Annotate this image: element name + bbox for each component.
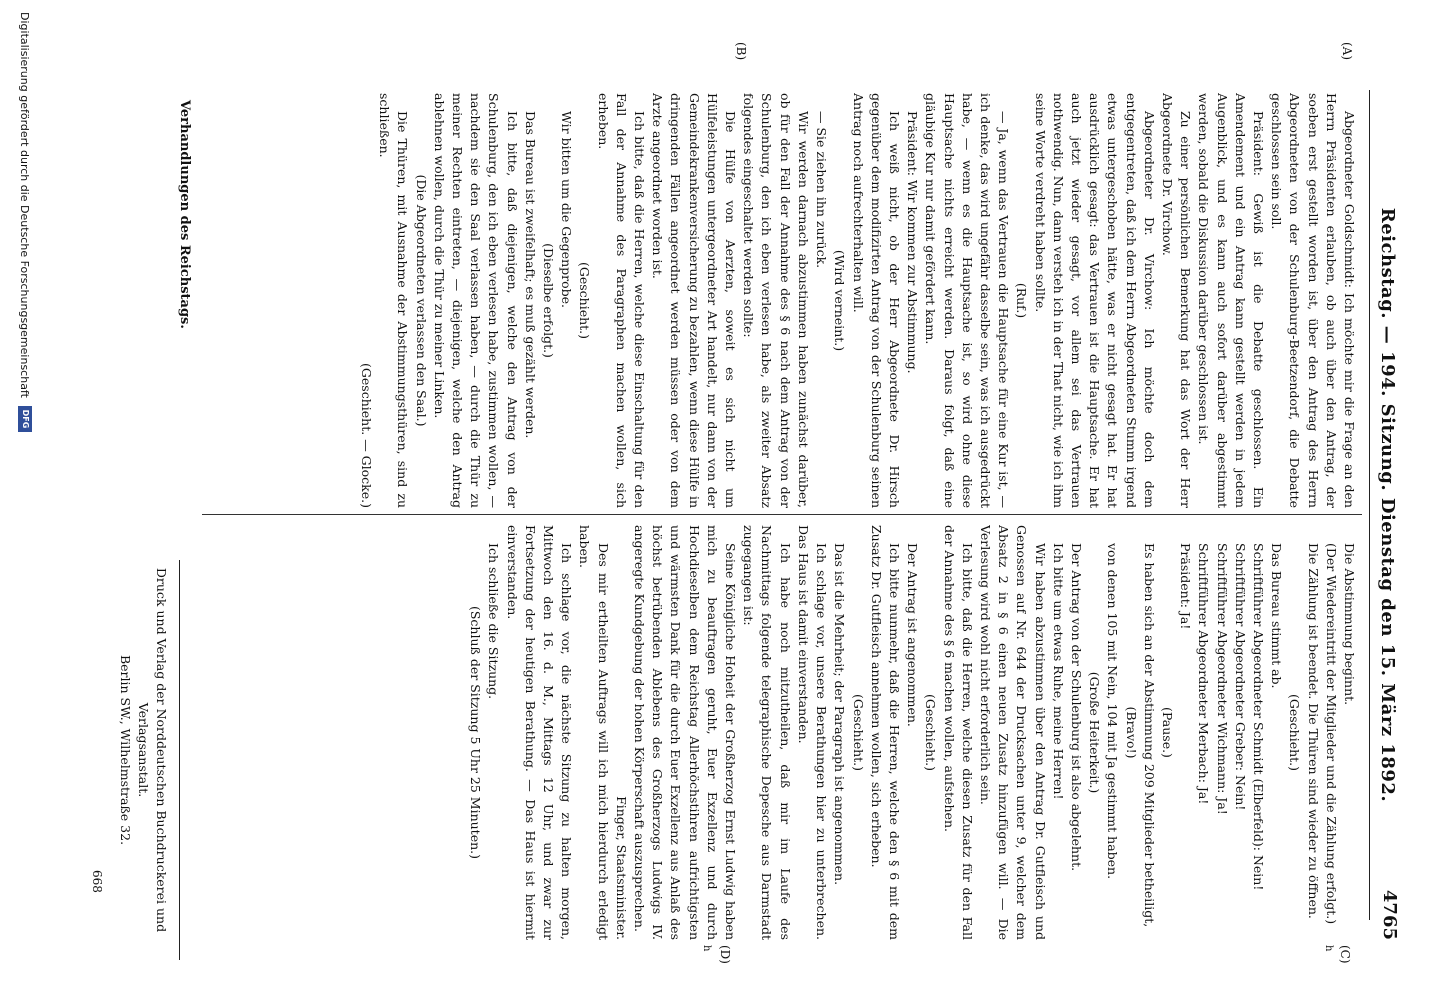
paragraph: Abgeordneter Dr. Virchow: Ich möchte doch dem entgegentreten, daß ich dem Herrn Abgeordneten Stumm irgend etwas untergeschoben hätte, was er nicht gesagt hat. Er hat ausdrücklich gesagt: das Vertrauen ist die Hauptsache. Er hat auch jetzt wieder gesagt, vor allem sei das Vertrauen nothwendig. Nun, dann versteh ich in der That nicht, wie ich ihm seine Worte verdreht haben sollte. (1032, 93, 1157, 508)
paragraph: Schriftführer Abgeordneter Greber: Nein! (1232, 543, 1248, 811)
paragraph: Ich schlage vor, die nächste Sitzung zu halten morgen, Mittwoch den 16. d. M., Mittags 12 Uhr, und zwar zur Fortsetzung der heutigen Berathung. — Das Haus ist hiermit einverstanden. (504, 525, 575, 940)
page-header (1370, 80, 1410, 940)
paragraph: — Sie ziehen ihn zurück. (814, 111, 830, 269)
footer-label: Verhandlungen des Reichstags. (177, 100, 192, 329)
paragraph: Präsident: Gewiß ist die Debatte geschlossen. Ein Amendement und ein Antrag kann gestellt werden in jedem Augenblick, und es kann auch sofort darüber abgestimmt werden, sobald die Diskussion darüber geschlossen ist. (1196, 93, 1266, 508)
paragraph: Das Bureau ist zweifelhaft; es muß gezählt werden. (522, 111, 538, 439)
paragraph: Ich bitte nunmehr, daß die Herren, welche den § 6 mit dem Zusatz Dr. Gutfleisch annehmen wollen, sich erheben. (868, 525, 902, 940)
paragraph: Die Zählung ist beendet. Die Thüren sind wieder zu öffnen. (1305, 543, 1321, 919)
paragraph: Schriftführer Abgeordneter Merbach: Ja! (1196, 543, 1212, 805)
paragraph: Wir bitten um die Gegenprobe. (559, 111, 575, 308)
paragraph: (Geschieht.) (577, 261, 593, 340)
paragraph: (Pause.) (1159, 707, 1175, 758)
margin-marker-a: (A) (1340, 42, 1354, 61)
paragraph: (Schluß der Sitzung 5 Uhr 25 Minuten.) (468, 605, 484, 859)
margin-marker-minor-1: h (1323, 945, 1334, 952)
printer-imprint (116, 540, 170, 960)
digitization-text: Digitalisierung gefördert durch die Deutsche Forschungsgemeinschaft (18, 12, 32, 398)
paragraph: (Geschieht.) (1287, 693, 1303, 772)
paragraph: (Die Abgeordneten verlassen den Saal.) (413, 174, 429, 427)
right-column (208, 525, 1358, 940)
header-title: Reichstag. — 194. Sitzung. Dienstag den 15. März 1892. (1377, 207, 1398, 803)
paragraph: Ich schlage vor, unsere Berathungen hier zu unterbrechen. Das Haus ist damit einverstanden. (795, 525, 830, 940)
paragraph: (Dieselbe erfolgt.) (541, 243, 557, 358)
paragraph: Das Bureau stimmt ab. (1269, 543, 1285, 689)
paragraph: Seine Königliche Hoheit der Großherzog Ernst Ludwig haben mich zu beauftragen geruht, Euer Exzellenz und durch Hochdieselben dem Reichstag Allerhöchstihren aufrichtigsten und wärmsten Dank für die durch Euer Exzellenz aus Anlaß des höchst betrübenden Ablebens des Großherzogs Ludwigs IV. angeregte Kundgebung der hohen Körperschaft auszusprechen. (632, 525, 739, 940)
paragraph: Ich bitte um etwas Ruhe, meine Herren! (1050, 543, 1066, 800)
footer-rule (179, 560, 180, 960)
paragraph: Ich habe noch mitzutheilen, daß mir im Laufe des Nachmittags folgende telegraphische Depesche aus Darmstadt zugegangen ist: (741, 525, 793, 940)
paragraph: — Ja, wenn das Vertrauen die Hauptsache für eine Kur ist, — ich denke, das wird ungefähr dasselbe sein, was ich ausgedrückt habe, — wenn es die Hauptsache ist, so wird ohne diese Hauptsache nichts erreicht werden. Daraus folgt, daß eine gläubige Kur nur damit gefördert kann. (923, 93, 1012, 508)
footer-page-number: 668 (90, 870, 104, 893)
paragraph: Schriftführer Abgeordneter Schmidt (Elberfeld): Nein! (1250, 543, 1266, 891)
paragraph: (Bravo!) (1123, 706, 1139, 759)
paragraph: (Wird verneint.) (832, 249, 848, 352)
paragraph: Schriftführer Abgeordneter Wichmann: Ja! (1214, 543, 1230, 815)
paragraph: Der Antrag von der Schulenburg ist also abgelehnt. (1068, 543, 1084, 872)
paragraph: Wir haben abzustimmen über den Antrag Dr. Gutfleisch und Genossen auf Nr. 644 der Drucksachen unter 9, welcher dem Absatz 2 in § 6 einen neuen Zusatz hinzufügen will. — Die Verlesung wird wohl nicht erforderlich sein. (977, 525, 1048, 940)
paragraph: Der Antrag ist angenommen. (905, 543, 921, 727)
paragraph: Ich schließe die Sitzung. (486, 543, 502, 700)
header-page-number: 4765 (1379, 889, 1400, 940)
paragraph: Die Abstimmung beginnt. (1342, 543, 1357, 706)
paragraph: (Geschieht.) (850, 693, 866, 772)
paragraph: (Der Wiedereintritt der Mitglieder und die Zählung erfolgt.) (1323, 543, 1339, 925)
paragraph: Wir werden darnach abzustimmen haben zunächst darüber, ob für den Fall der Annahme des § 6 nach dem Antrag von der Schulenburg, den ich eben verlesen habe, als zweiter Absatz folgendes eingeschaltet werden sollte: (741, 93, 811, 508)
margin-marker-c: (C) (1338, 945, 1352, 964)
paragraph: von denen 105 mit Nein, 104 mit Ja gestimmt haben. (1105, 543, 1121, 880)
paragraph: Zu einer persönlichen Bemerkung hat das Wort der Herr Abgeordnete Dr. Virchow. (1159, 93, 1194, 508)
dfg-logo-icon: DFG (18, 406, 32, 432)
margin-marker-b: (B) (734, 42, 748, 61)
column-divider (202, 514, 1362, 515)
paragraph: Präsident: Ja! (1178, 543, 1194, 630)
paragraph: (Große Heiterkeit.) (1087, 671, 1103, 794)
paragraph: Das ist die Mehrheit; der Paragraph ist angenommen. (832, 543, 848, 886)
paragraph: Ich weiß nicht, ob der Herr Abgeordnete Dr. Hirsch gegenüber dem modifizirten Antrag von der Schulenburg seinen Antrag noch aufrechterhalten will. (850, 93, 902, 508)
paragraph: Des mir ertheilten Auftrags will ich mich hierdurch erledigt haben. (577, 525, 611, 940)
paragraph: Ich bitte, daß die Herren, welche diesen Zusatz für den Fall der Annahme des § 6 machen wollen, aufstehen. (941, 525, 975, 940)
paragraph: Präsident: Wir kommen zur Abstimmung. (905, 111, 921, 374)
printer-line-2: Berlin SW., Wilhelmstraße 32. (118, 654, 133, 846)
paragraph: Abgeordneter Goldschmidt: Ich möchte mir die Frage an den Herrn Präsidenten erlauben, ob auch über den Antrag, der soeben erst gestellt worden ist, über den Antrag des Herrn Abgeordneten von der Schulenburg-Beetzendorf, die Debatte geschlossen sein soll. (1269, 93, 1357, 508)
margin-marker-d: (D) (718, 945, 732, 964)
paragraph: (Geschieht. — Glocke.) (359, 363, 375, 508)
paragraph: (Geschieht.) (923, 693, 939, 772)
paragraph: (Ruf.) (1014, 282, 1030, 319)
paragraph: Finger, Staatsminister. (613, 796, 629, 940)
paragraph: Die Hülfe von Aerzten, soweit es sich nicht um Hülfeleistungen untergeordneter Art handelt, nur dann von der Gemeindekrankenversicherung zu bezahlen, wenn diese Hülfe in dringenden Fällen angeordnet werden müssen oder von dem Arzte angeordnet worden ist. (650, 93, 739, 508)
paragraph: Ich bitte, daß diejenigen, welche den Antrag von der Schulenburg, den ich eben verlesen habe, zustimmen wollen, — nachdem sie den Saal verlassen haben, — durch die Thür zu meiner Rechten eintreten, — diejenigen, welche den Antrag ablehnen wollen, durch die Thür zu meiner Linken. (431, 93, 520, 508)
digitization-note (18, 12, 32, 992)
paragraph: Es haben sich an der Abstimmung 209 Mitglieder betheiligt, (1141, 543, 1157, 928)
margin-marker-minor-2: h (701, 945, 712, 952)
paragraph: Die Thüren, mit Ausnahme der Abstimmungsthüren, sind zu schließen. (377, 93, 411, 508)
printer-line-1: Druck und Verlag der Norddeutschen Buchdruckerei und Verlagsanstalt. (136, 567, 169, 933)
left-column (208, 93, 1358, 508)
paragraph: Ich bitte, daß die Herren, welche diese Einschaltung für den Fall der Annahme des Paragraphen machen wollen, sich erheben. (595, 93, 648, 508)
header-rule (1369, 90, 1370, 920)
